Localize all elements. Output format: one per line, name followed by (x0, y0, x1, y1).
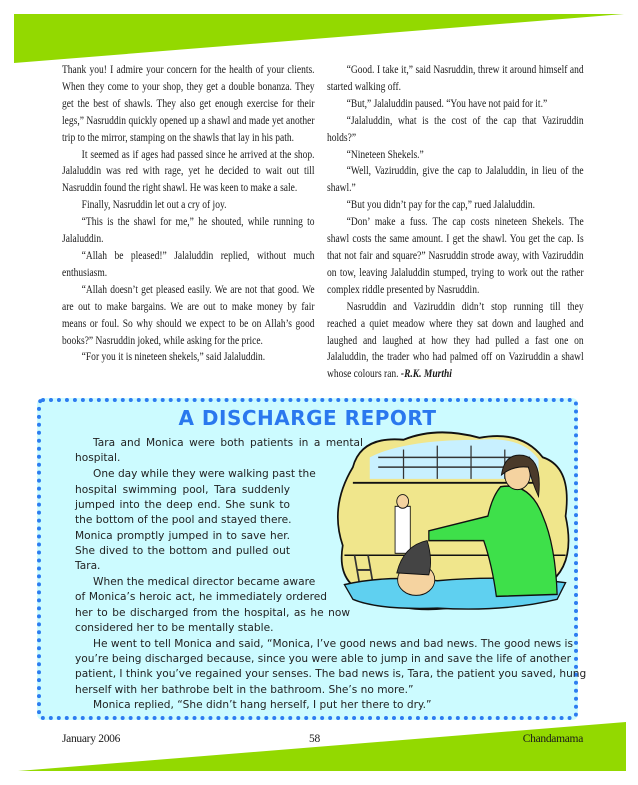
joke-line: her to be discharged from the hospital, as he now (75, 607, 350, 619)
joke-line: the bottom of the pool and stayed there. (75, 514, 292, 526)
joke-line: considered her to be mentally stable. (75, 622, 274, 634)
paragraph: “But,” Jalaluddin paused. “You have not paid for it.” (346, 96, 548, 110)
joke-line: He went to tell Monica and said, “Monica, I’ve good news and bad news. The good news is (93, 638, 573, 650)
paragraph: “Well, Vaziruddin, give the cap to Jalaluddin, in lieu of the shawl.” (327, 164, 584, 195)
paragraph: “Jalaluddin, what is the cost of the cap that Vaziruddin holds?” (327, 113, 584, 144)
joke-line: patient, I think you’ve regained your senses. The bad news is, Tara, the patient you saved, hung (75, 668, 587, 680)
footer-date: January 2006 (62, 733, 121, 745)
paragraph: “Good. I take it,” said Nasruddin, threw it around himself and started walking off. (327, 63, 584, 93)
paragraph: “Don’ make a fuss. The cap costs nineteen Shekels. The shawl costs the same amount. I get the shawl. You get the cap. Is that not fair and square?” Nasruddin strode away, with Vaziruddin on tow, leaving Jalaluddin stumped, trying to work out the rather complex riddle presented by Nasruddin. (327, 215, 584, 296)
paragraph: “For you it is nineteen shekels,” said Jalaluddin. (81, 350, 266, 364)
joke-line: Monica replied, “She didn’t hang herself, I put her there to dry.” (93, 699, 432, 711)
author-credit: -R.K. Murthi (400, 367, 452, 381)
joke-line: herself with her bathrobe belt in the bathroom. She’s no more.” (75, 684, 414, 696)
paragraph: “Allah be pleased!” Jalaluddin replied, without much enthusiasm. (62, 248, 315, 279)
pool-rescue-illustration (336, 428, 574, 614)
joke-line: Monica promptly jumped in to save her. (75, 530, 290, 542)
story-column-left (62, 62, 315, 366)
paragraph: Finally, Nasruddin let out a cry of joy. (81, 198, 227, 212)
joke-line: One day while they were walking past the (93, 468, 316, 480)
joke-line: Tara and Monica were both patients in a mental (93, 437, 363, 449)
joke-line: of Monica’s heroic act, he immediately ordered (75, 591, 327, 603)
paragraph: It seemed as if ages had passed since he arrived at the shop. Jalaluddin was red with rage, yet he decided to wait out till Nasruddin found the right shawl. He was keen to make a sale. (62, 147, 315, 195)
paragraph: Thank you! I admire your concern for the health of your clients. When they come to your shop, they get a double bonanza. They get the best of shawls. They also get enough exercise for their legs,” Nasruddin quickly opened up a shawl and made yet another trip to the mirror, stamping on the shawls that lay in his path. (62, 63, 315, 144)
paragraph: “But you didn’t pay for the cap,” rued Jalaluddin. (346, 198, 536, 212)
joke-line: jumped into the deep end. She sunk to (75, 499, 290, 511)
paragraph: “This is the shawl for me,” he shouted, while running to Jalaluddin. (62, 215, 315, 246)
bottom-green-band (18, 722, 626, 771)
paragraph-text: Nasruddin and Vaziruddin didn’t stop running till they reached a quiet meadow where they sat down and laughed and laughed and laughed at how they had pulled a fast one on Jalaluddin, the trader who had palmed off on Vaziruddin a shawl whose colours ran. (327, 299, 584, 381)
magazine-name: Chandamama (522, 733, 583, 745)
joke-title: A DISCHARGE REPORT (178, 406, 437, 430)
story-column-right (327, 62, 584, 383)
page-number: 58 (309, 733, 320, 745)
joke-line: hospital. (75, 452, 121, 464)
paragraph: “Nineteen Shekels.” (346, 147, 424, 161)
joke-line: you’re being discharged because, since you were able to jump in and save the life of another (75, 653, 571, 665)
joke-line: Tara. (75, 560, 101, 572)
top-green-band (14, 14, 624, 63)
joke-line: When the medical director became aware (93, 576, 316, 588)
joke-line: hospital swimming pool, Tara suddenly (75, 484, 290, 496)
paragraph: “Allah doesn’t get pleased easily. We are not that good. We are out to make bargains. We are out to make money by fair means or foul. So why should we expect to be on Allah’s good books?” Nasruddin joked, while asking for the price. (62, 282, 315, 347)
paragraph (327, 299, 584, 384)
joke-line: She dived to the bottom and pulled out (75, 545, 290, 557)
